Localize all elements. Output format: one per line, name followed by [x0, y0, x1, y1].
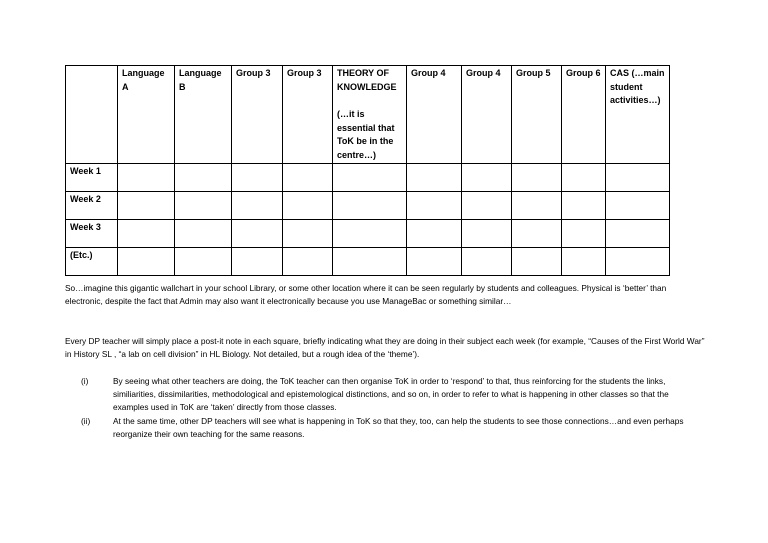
row-label: (Etc.)	[66, 248, 118, 276]
list-item-number: (i)	[81, 376, 89, 386]
header-corner	[66, 66, 118, 164]
list-item-number: (ii)	[81, 415, 91, 426]
instructions-paragraph: Every DP teacher will simply place a post-it note in each square, briefly indicating what they are doing in their subject each week (for example, “Causes of the First World War” in History SL , “a lab on cell division” in HL Biology. Not detailed, but a rough idea of the ‘theme’).	[65, 336, 705, 360]
header-group-5: Group 5	[512, 66, 562, 164]
list-item-text: By seeing what other teachers are doing, the ToK teacher can then organise ToK in order to ‘respond’ to that, thus reinforcing for the students the links, similiarities, dissimilarities, methodological and epistemological distinctions, and so on, in order to refer to what is happening in other classes so that the examples used in ToK are ‘taken’ directly from those classes.	[113, 376, 669, 413]
table-row	[66, 248, 670, 276]
header-group-3a: Group 3	[232, 66, 283, 164]
row-label: Week 1	[66, 164, 118, 192]
row-label: Week 3	[66, 220, 118, 248]
header-cas: CAS (…main student activities…)	[606, 66, 670, 164]
header-group-6: Group 6	[562, 66, 606, 164]
list-item	[65, 415, 705, 441]
intro-paragraph: So…imagine this gigantic wallchart in your school Library, or some other location where it can be seen regularly by students and colleagues. Physical is ‘better’ than electronic, despite the fact that Admin may also want it electronically because you use ManageBac or something similar…	[65, 283, 667, 307]
dp-wallchart-table	[65, 65, 670, 276]
numbered-list	[65, 375, 705, 441]
row-label: Week 2	[66, 192, 118, 220]
header-language-b: Language B	[175, 66, 232, 164]
header-group-4a: Group 4	[407, 66, 462, 164]
header-tok-note: (…it is essential that ToK be in the centre…)	[337, 109, 395, 160]
header-tok	[333, 66, 407, 164]
list-item	[65, 375, 705, 415]
header-group-3b: Group 3	[283, 66, 333, 164]
header-language-a: Language A	[118, 66, 175, 164]
table-row	[66, 192, 670, 220]
header-row	[66, 66, 670, 164]
header-tok-label: THEORY OF KNOWLEDGE	[337, 68, 397, 92]
header-group-4b: Group 4	[462, 66, 512, 164]
table-row	[66, 164, 670, 192]
list-item-text: At the same time, other DP teachers will see what is happening in ToK so that they, too, can help the students to see those connections…and even perhaps reorganize their own teaching for the same reasons.	[113, 415, 684, 439]
table-row	[66, 220, 670, 248]
